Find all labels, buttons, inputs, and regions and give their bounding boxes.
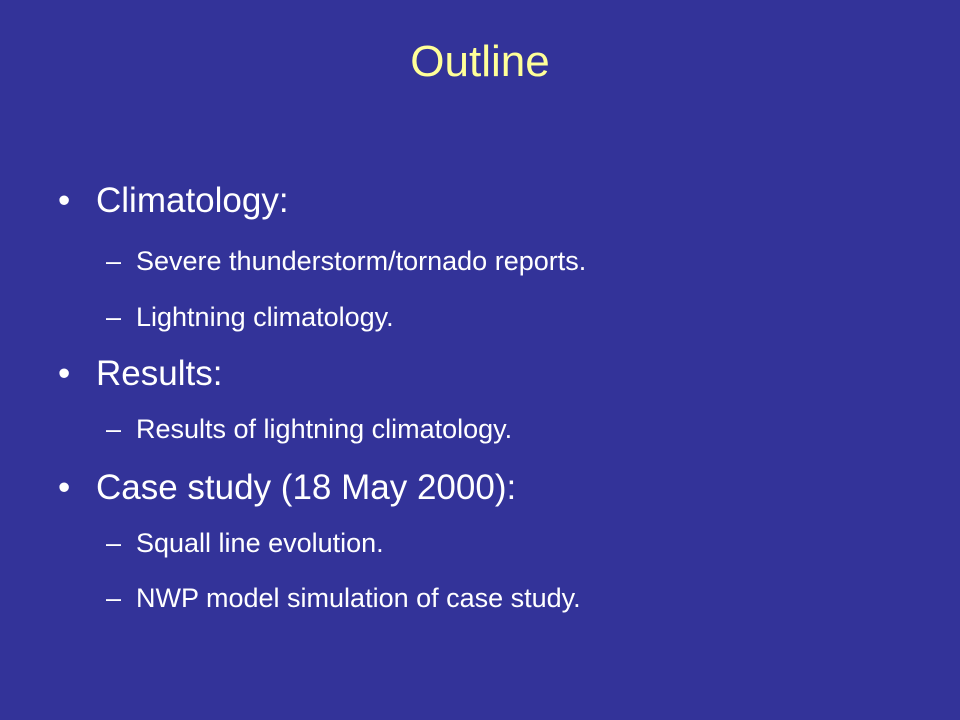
- bullet-marker: •: [58, 181, 71, 220]
- slide-title: Outline: [410, 37, 550, 86]
- sub-bullet-text: Squall line evolution.: [136, 528, 384, 558]
- sub-bullet-marker: –: [106, 246, 122, 276]
- sub-bullet-marker: –: [106, 302, 122, 332]
- bullet-marker: •: [58, 468, 71, 507]
- sub-bullet-marker: –: [106, 583, 122, 613]
- bullet-heading: Case study (18 May 2000):: [96, 468, 517, 507]
- sub-bullet-text: Severe thunderstorm/tornado reports.: [136, 246, 587, 276]
- bullet-marker: •: [58, 354, 71, 393]
- sub-bullet-text: Lightning climatology.: [136, 302, 394, 332]
- sub-bullet-marker: –: [106, 414, 122, 444]
- sub-bullet-text: Results of lightning climatology.: [136, 414, 513, 444]
- bullet-heading: Results:: [96, 354, 223, 393]
- sub-bullet-text: NWP model simulation of case study.: [136, 583, 581, 613]
- sub-bullet-marker: –: [106, 528, 122, 558]
- bullet-heading: Climatology:: [96, 181, 289, 220]
